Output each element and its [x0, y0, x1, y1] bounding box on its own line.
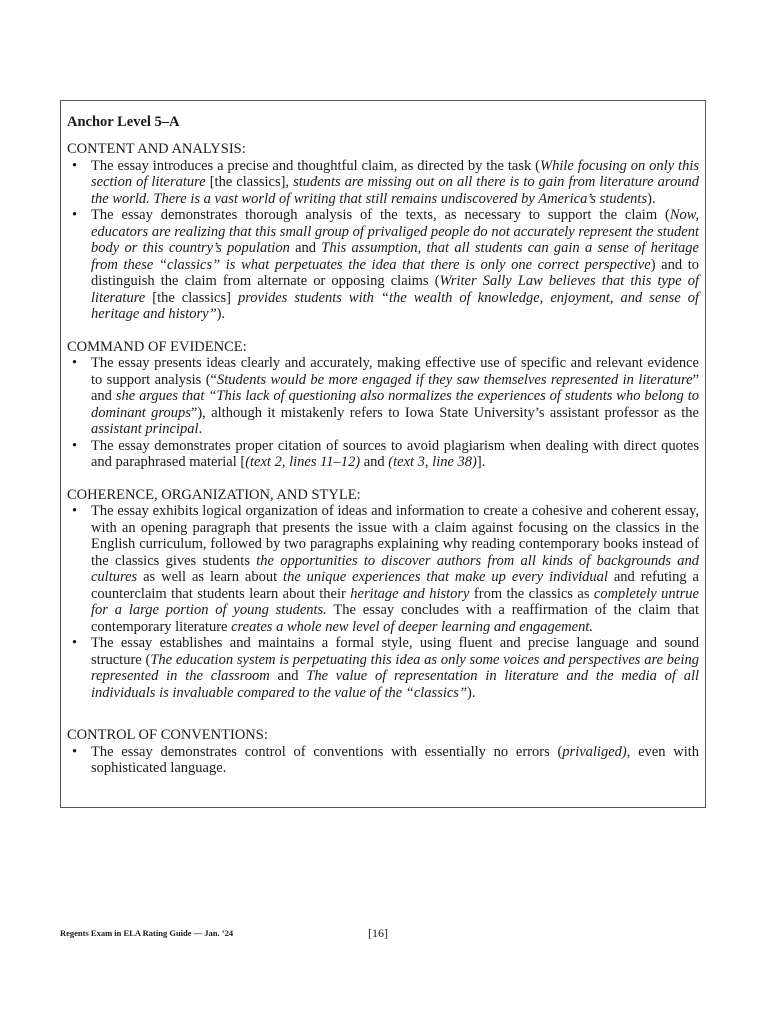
section — [67, 487, 699, 702]
sections-container — [67, 141, 699, 777]
rubric-box — [60, 100, 706, 808]
section — [67, 339, 699, 471]
quoted-text: creates a whole new level of deeper learning and engagement. — [231, 618, 593, 635]
body-text: ). — [467, 684, 476, 701]
quoted-text: students are missing out on all there is to gain from literature around the world. There is a vast world of writing that still remains undiscovered by America’s students — [91, 174, 699, 207]
body-text: . — [198, 421, 203, 437]
page-title: Anchor Level 5–A — [67, 114, 180, 130]
quoted-text: heritage and history — [350, 585, 470, 602]
body-text: The essay demonstrates thorough analysis of the texts, as necessary to support the claim ( — [91, 207, 670, 223]
quoted-text: (text 3, line 38) — [388, 454, 477, 470]
section-heading: CONTENT AND ANALYSIS: — [67, 141, 246, 157]
body-text: , even with sophisticated language. — [91, 743, 700, 776]
quoted-text: While focusing on only this section of literature — [91, 157, 700, 190]
bullet-icon: • — [72, 207, 78, 223]
bullet-item — [67, 355, 699, 438]
body-text: as well as learn about — [137, 569, 284, 585]
body-text: ” and — [91, 371, 699, 404]
body-text: ) and to distinguish the claim from alternate or opposing claims ( — [91, 256, 699, 289]
bullet-item — [67, 635, 699, 701]
bullet-icon: • — [72, 355, 78, 371]
body-text: and refuting a counterclaim that students learn about their — [91, 569, 699, 602]
body-text: The essay demonstrates proper citation of sources to avoid plagiarism when dealing with direct quotes and paraphrased material [ — [91, 437, 699, 470]
quoted-text: The value of representation in literature and the media of all individuals is invaluable compared to the value of the “classics” — [91, 668, 699, 701]
quoted-text: the opportunities to discover authors from all kinds of backgrounds and cultures — [91, 552, 699, 585]
quoted-text: completely untrue for a large portion of young students. — [91, 585, 699, 618]
bullet-icon: • — [72, 635, 78, 651]
body-text: and — [289, 240, 322, 256]
section-heading: COHERENCE, ORGANIZATION, AND STYLE: — [67, 486, 361, 503]
bullet-item — [67, 207, 699, 323]
quoted-text: provides students with “the wealth of knowledge, enjoyment, and sense of heritage and history” — [91, 289, 700, 322]
body-text: The essay introduces a precise and thoughtful claim, as directed by the task ( — [91, 157, 540, 174]
body-text: The essay presents ideas clearly and accurately, making effective use of specific and relevant evidence to support analysis (“ — [91, 355, 699, 388]
quoted-text: This assumption, that all students can gain a sense of heritage from these “classics” is what perpetuates the idea that there is only one correct perspective — [91, 240, 699, 273]
bullet-list — [67, 158, 699, 323]
section-heading: COMMAND OF EVIDENCE: — [67, 338, 247, 355]
bullet-item — [67, 158, 699, 208]
quoted-text: Students would be more engaged if they saw themselves represented in literature — [216, 371, 693, 388]
quoted-text: the unique experiences that make up every individual — [283, 569, 608, 585]
bullet-item — [67, 438, 699, 471]
section — [67, 141, 699, 323]
bullet-item — [67, 744, 699, 777]
footer-label: Regents Exam in ELA Rating Guide — Jan. ’24 — [60, 928, 234, 938]
body-text: ). — [216, 306, 226, 322]
section — [67, 727, 699, 777]
bullet-item — [67, 503, 699, 635]
bullet-list — [67, 355, 699, 471]
quoted-text: Writer Sally Law believes that this type of literature — [91, 273, 700, 306]
quoted-text: assistant principal — [91, 421, 199, 437]
bullet-icon: • — [72, 743, 78, 760]
body-text: ”), although it mistakenly refers to Iowa State University’s assistant professor as the — [190, 404, 699, 421]
bullet-icon: • — [72, 503, 78, 519]
bullet-list — [67, 503, 699, 701]
body-text: [the classics], — [205, 174, 294, 190]
body-text: The essay demonstrates control of conventions with essentially no errors ( — [91, 743, 563, 760]
body-text: The essay exhibits logical organization of ideas and information to create a cohesive and coherent essay, with an opening paragraph that presents the issue with a claim against focusing on the classics in the English curriculum, followed by two paragraphs explaining why reading contemporary books instead of the classics gives students — [91, 503, 699, 569]
body-text: and — [360, 454, 389, 470]
quoted-text: Now, educators are realizing that this small group of privaliged people do not accurately represent the student body or this country’s population — [91, 207, 699, 256]
body-text: [the classics] — [145, 289, 238, 306]
body-text: and — [269, 668, 307, 684]
body-text: ]. — [476, 454, 486, 470]
quoted-text: (text 2, lines 11–12) — [245, 454, 361, 470]
body-text: The essay establishes and maintains a formal style, using fluent and precise language and sound structure ( — [91, 635, 699, 668]
bullet-list — [67, 744, 699, 777]
bullet-icon: • — [72, 157, 78, 174]
quoted-text: The education system is perpetuating this idea as only some voices and perspectives are being represented in the classroom — [91, 651, 700, 684]
body-text: from the classics as — [469, 585, 594, 602]
bullet-icon: • — [72, 437, 78, 454]
quoted-text: she argues that “This lack of questioning also normalizes the experiences of students who belong to dominant groups — [91, 388, 699, 421]
quoted-text: privaliged) — [562, 743, 627, 760]
body-text: ). — [647, 190, 656, 207]
body-text: The essay concludes with a reaffirmation of the claim that contemporary literature — [91, 602, 699, 635]
section-heading: CONTROL OF CONVENTIONS: — [67, 727, 268, 743]
page-number: [16] — [368, 926, 388, 940]
